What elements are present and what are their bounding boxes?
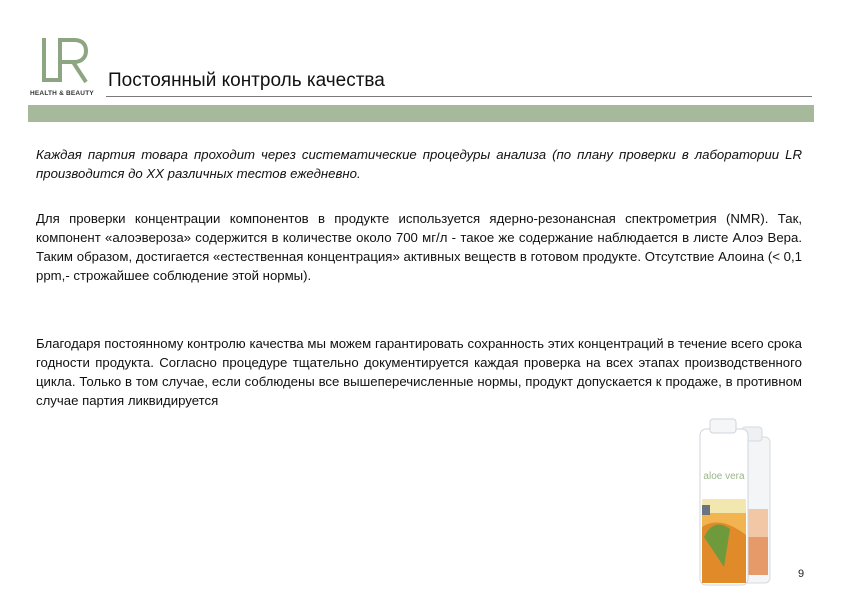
paragraph-guarantee: Благодаря постоянному контролю качества мы можем гарантировать сохранность этих концентраций в течение всего срока годности продукта. Согласно процедуре тщательно документируется каждая проверка на всех этапах производственного цикла. Только в том случае, если соблюдены все вышеперечисленные нормы, продукт допускается к продаже, в противном случае партия ликвидируется <box>36 336 802 408</box>
logo-tagline: HEALTH & BEAUTY <box>30 90 94 97</box>
header-band <box>28 105 814 122</box>
slide-title: Постоянный контроль качества <box>108 70 385 91</box>
paragraph-quality-tests: Каждая партия товара проходит через систематические процедуры анализа (по плану проверки в лаборатории LR производится до XX различных тестов ежедневно. <box>36 147 802 181</box>
lr-logo-mark <box>40 38 92 86</box>
product-bottles-image <box>690 417 780 587</box>
paragraph-nmr: Для проверки концентрации компонентов в продукте используется ядерно-резонансная спектрометрия (NMR). Так, компонент «алоэвероза» содержится в количестве около 700 мг/л - такое же содержание наблюдается в листе Алоэ Вера. Таким образом, достигается «естественная концентрация» активных веществ в готовом продукте. Отсутствие Алоина (< 0,1 ppm,- строжайшее соблюдение этой нормы). <box>36 211 802 283</box>
title-divider <box>106 96 812 97</box>
lr-logo <box>30 38 104 98</box>
bottle-label-text: aloe vera <box>703 471 745 482</box>
page-number: 9 <box>798 568 805 580</box>
